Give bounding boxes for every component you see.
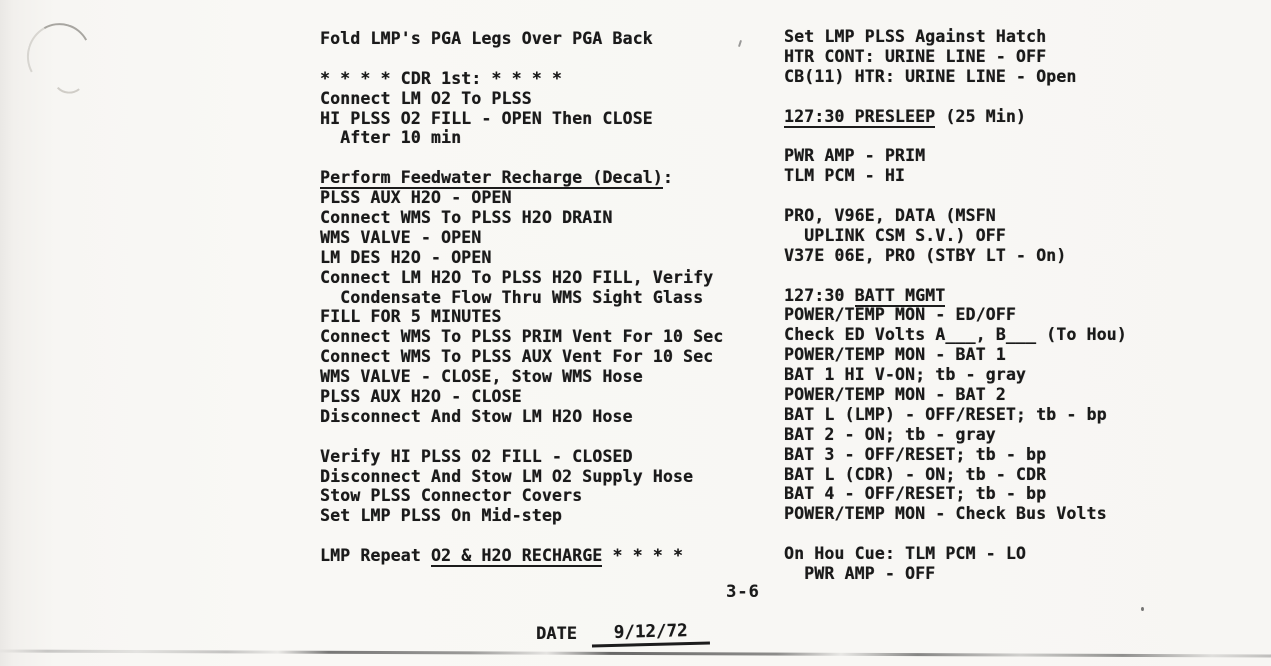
blank-line (784, 87, 1127, 107)
checklist-line: POWER/TEMP MON - BAT 1 (784, 345, 1006, 365)
checklist-line: WMS VALVE - CLOSE, Stow WMS Hose (320, 367, 643, 387)
checklist-line: FILL FOR 5 MINUTES (320, 307, 502, 327)
checklist-line: PRO, V96E, DATA (MSFN (784, 206, 996, 226)
checklist-line: Set LMP PLSS On Mid-step (320, 506, 563, 526)
date-field-underline (591, 619, 710, 648)
checklist-line: Fold LMP's PGA Legs Over PGA Back (320, 29, 653, 48)
blank-line (320, 427, 723, 447)
checklist-line: Check ED Volts A___, B___ (To Hou) (784, 325, 1127, 345)
checklist-line: PLSS AUX H2O - OPEN (320, 188, 512, 208)
checklist-line: PWR AMP - PRIM (784, 146, 926, 166)
checklist-line: * * * * CDR 1st: * * * * (320, 68, 563, 88)
checklist-line: TLM PCM - HI (784, 166, 906, 186)
checklist-line: BAT 3 - OFF/RESET; tb - bp (784, 444, 1047, 464)
checklist-line: LM DES H2O - OPEN (320, 247, 492, 267)
checklist-line: Condensate Flow Thru WMS Sight Glass (320, 287, 704, 307)
checklist-line: Stow PLSS Connector Covers (320, 486, 583, 506)
checklist-column-left (320, 29, 723, 566)
checklist-line: WMS VALVE - OPEN (320, 227, 482, 247)
checklist-line: HI PLSS O2 FILL - OPEN Then CLOSE (320, 108, 653, 128)
checklist-line: Perform Feedwater Recharge (Decal): (320, 168, 673, 188)
checklist-line: POWER/TEMP MON - Check Bus Volts (784, 504, 1107, 524)
checklist-line: UPLINK CSM S.V.) OFF (784, 225, 1006, 245)
blank-line (320, 49, 723, 69)
checklist-line: LMP Repeat O2 & H2O RECHARGE * * * * (320, 546, 684, 566)
blank-line (784, 186, 1127, 206)
checklist-line: Disconnect And Stow LM O2 Supply Hose (320, 466, 694, 486)
blank-line (784, 524, 1127, 544)
checklist-line: Connect WMS To PLSS H2O DRAIN (320, 208, 613, 228)
checklist-line: Verify HI PLSS O2 FILL - CLOSED (320, 446, 633, 466)
checklist-line: After 10 min (320, 128, 462, 148)
blank-line (320, 526, 723, 546)
checklist-line: PLSS AUX H2O - CLOSE (320, 387, 522, 407)
blank-line (784, 126, 1127, 146)
checklist-line: Connect WMS To PLSS AUX Vent For 10 Sec (320, 347, 714, 367)
checklist-line: BAT L (LMP) - OFF/RESET; tb - bp (784, 404, 1107, 424)
scan-speckle (738, 40, 742, 47)
checklist-line: POWER/TEMP MON - ED/OFF (784, 305, 1016, 325)
scan-speckle (1141, 607, 1144, 611)
checklist-line: Disconnect And Stow LM H2O Hose (320, 406, 633, 426)
checklist-line: Connect LM O2 To PLSS (320, 88, 532, 108)
checklist-line: On Hou Cue: TLM PCM - LO (784, 544, 1027, 564)
checklist-line: V37E 06E, PRO (STBY LT - On) (784, 245, 1067, 265)
checklist-line: BAT 1 HI V-ON; tb - gray (784, 365, 1027, 385)
scan-edge-artifact (0, 650, 1271, 658)
date-label: DATE (536, 624, 577, 644)
checklist-line: HTR CONT: URINE LINE - OFF (784, 46, 1047, 66)
blank-line (784, 266, 1127, 286)
checklist-line: BAT 4 - OFF/RESET; tb - bp (784, 484, 1047, 504)
checklist-line: 127:30 BATT MGMT (784, 285, 946, 305)
page-number: 3-6 (726, 582, 760, 602)
checklist-line: Set LMP PLSS Against Hatch (784, 27, 1047, 46)
blank-line (320, 148, 723, 168)
checklist-line: Connect WMS To PLSS PRIM Vent For 10 Sec (320, 327, 724, 347)
checklist-line: POWER/TEMP MON - BAT 2 (784, 385, 1006, 405)
date-value: 9/12/72 (613, 621, 688, 643)
checklist-line: Connect LM H2O To PLSS H2O FILL, Verify (320, 267, 714, 287)
date-line (536, 620, 710, 646)
checklist-line: PWR AMP - OFF (784, 564, 936, 584)
hole-punch-mark (19, 15, 99, 96)
checklist-column-right (784, 27, 1127, 584)
checklist-line: CB(11) HTR: URINE LINE - Open (784, 66, 1077, 86)
checklist-line: 127:30 PRESLEEP (25 Min) (784, 106, 1027, 126)
checklist-line: BAT 2 - ON; tb - gray (784, 424, 996, 444)
checklist-line: BAT L (CDR) - ON; tb - CDR (784, 464, 1047, 484)
